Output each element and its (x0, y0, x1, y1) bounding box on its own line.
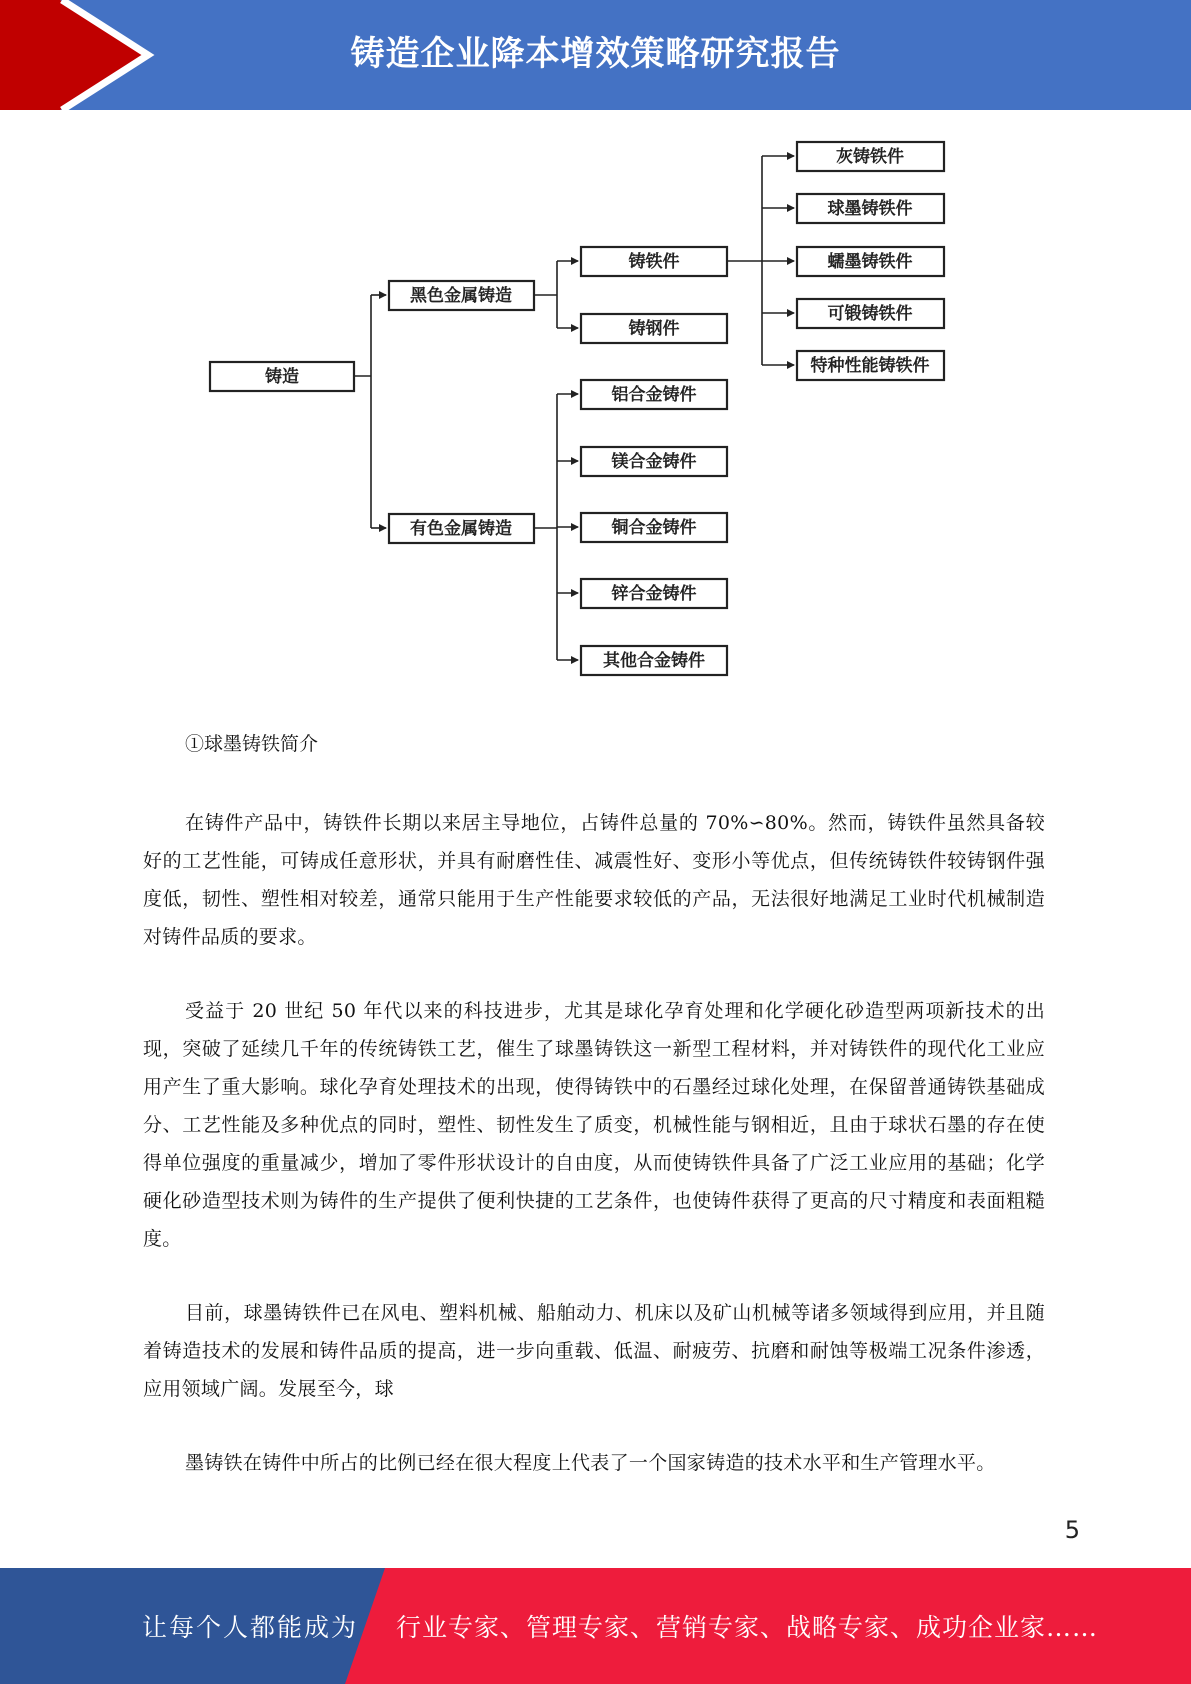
node-iron-type-label: 球墨铸铁件 (827, 199, 913, 219)
section-heading: ①球墨铸铁简介 (185, 733, 319, 755)
node-root-label: 铸造 (265, 367, 299, 387)
node-steel-label: 铸钢件 (628, 319, 680, 339)
page-footer (0, 1568, 1191, 1684)
node-alloy-label: 铜合金铸件 (611, 518, 697, 538)
node-iron-type-label: 蠕墨铸铁件 (827, 252, 913, 272)
node-iron-type-label: 灰铸铁件 (836, 147, 904, 167)
footer-slogan-right: 行业专家、管理专家、营销专家、战略专家、成功企业家…… (396, 1613, 1099, 1642)
node-alloy-label: 锌合金铸件 (611, 584, 697, 604)
node-alloy-label: 铝合金铸件 (611, 385, 697, 405)
node-alloy-label: 镁合金铸件 (611, 452, 697, 472)
body-content (143, 720, 1045, 1482)
paragraph: 受益于 20 世纪 50 年代以来的科技进步，尤其是球化孕育处理和化学硬化砂造型两项新技术的出现，突破了延续几千年的传统铸铁工艺，催生了球墨铸铁这一新型工程材料，并对铸铁件的现代化工业应用产生了重大影响。球化孕育处理技术的出现，使得铸铁中的石墨经过球化处理，在保留普通铸铁基础成分、工艺性能及多种优点的同时，塑性、韧性发生了质变，机械性能与钢相近，且由于球状石墨的存在使得单位强度的重量减少，增加了零件形状设计的自由度，从而使铸铁件具备了广泛工业应用的基础；化学硬化砂造型技术则为铸件的生产提供了便利快捷的工艺条件，也使铸件获得了更高的尺寸精度和表面粗糙度。 (143, 1000, 1045, 1250)
paragraph: 墨铸铁在铸件中所占的比例已经在很大程度上代表了一个国家铸造的技术水平和生产管理水平。 (185, 1452, 996, 1474)
node-iron-type-label: 可锻铸铁件 (827, 304, 913, 324)
paragraph: 在铸件产品中，铸铁件长期以来居主导地位，占铸件总量的 70%∽80%。然而，铸铁件虽然具备较好的工艺性能，可铸成任意形状，并具有耐磨性佳、减震性好、变形小等优点，但传统铸铁件较铸钢件强度低，韧性、塑性相对较差，通常只能用于生产性能要求较低的产品，无法很好地满足工业时代机械制造对铸件品质的要求。 (143, 812, 1045, 948)
report-title: 铸造企业降本增效策略研究报告 (350, 34, 841, 74)
node-ferrous-label: 黑色金属铸造 (410, 286, 512, 306)
node-alloy-label: 其他合金铸件 (603, 651, 705, 671)
footer-slogan-left: 让每个人都能成为 (142, 1613, 359, 1642)
casting-classification-diagram (0, 130, 1191, 690)
page-number: 5 (1064, 1516, 1080, 1544)
page-header (0, 0, 1191, 110)
node-iron-type-label: 特种性能铸铁件 (810, 356, 930, 376)
paragraph: 目前，球墨铸铁件已在风电、塑料机械、船舶动力、机床以及矿山机械等诸多领域得到应用，并且随着铸造技术的发展和铸件品质的提高，进一步向重载、低温、耐疲劳、抗磨和耐蚀等极端工况条件渗透，应用领域广阔。发展至今，球 (143, 1302, 1045, 1400)
node-nonferrous-label: 有色金属铸造 (410, 519, 512, 539)
node-iron-label: 铸铁件 (628, 252, 680, 272)
